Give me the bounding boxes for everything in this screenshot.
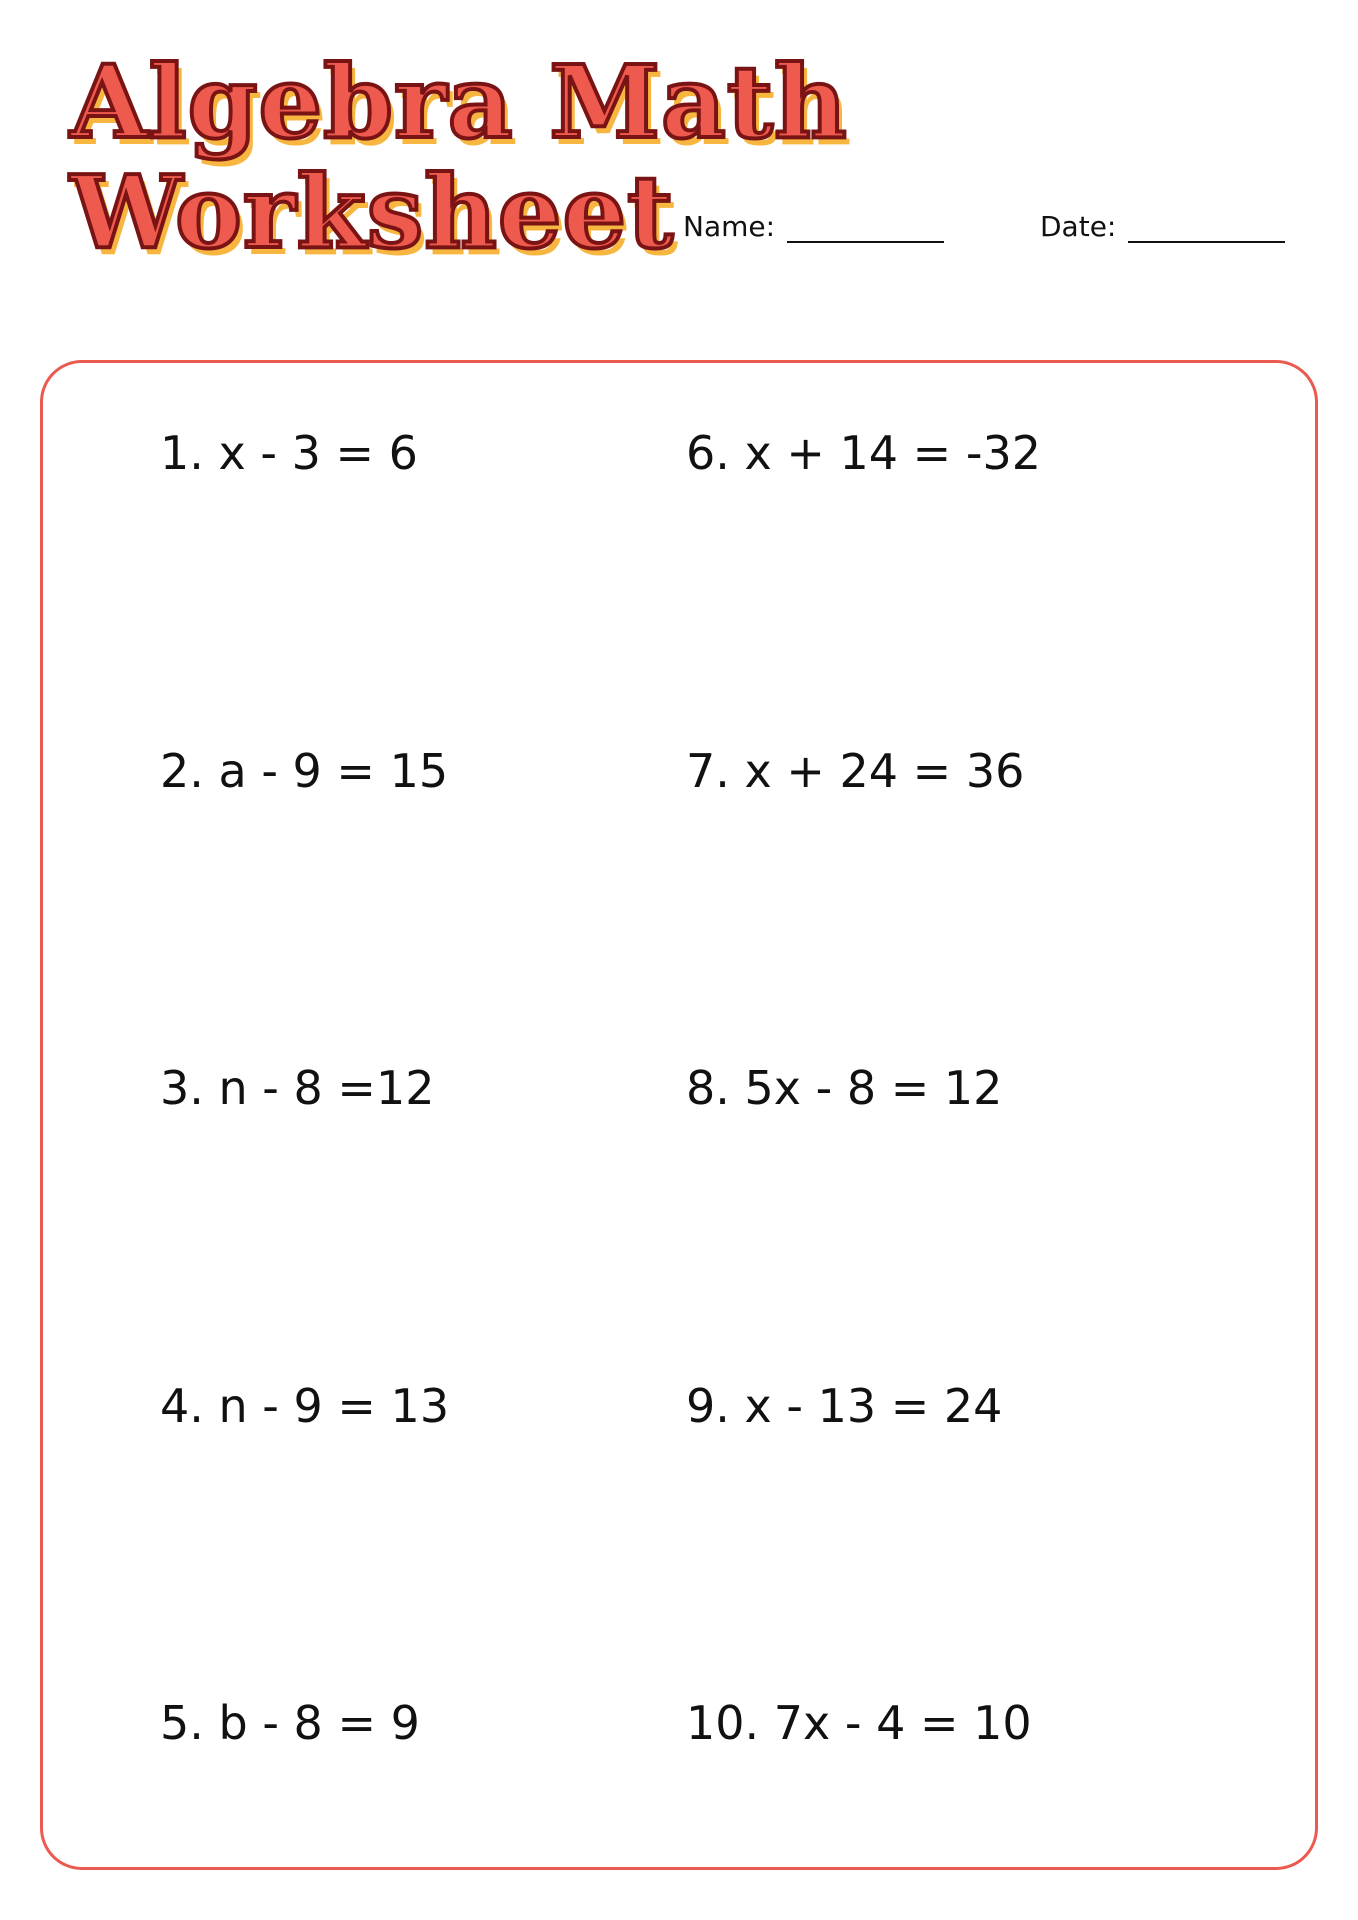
problem-7: 7. x + 24 = 36 (686, 744, 1025, 798)
problems-frame (40, 360, 1318, 1870)
problem-2: 2. a - 9 = 15 (160, 744, 449, 798)
date-blank-line[interactable] (1128, 213, 1285, 243)
problem-8: 8. 5x - 8 = 12 (686, 1061, 1003, 1115)
problem-1: 1. x - 3 = 6 (160, 426, 418, 480)
worksheet-title-line-2: Worksheet (70, 153, 675, 271)
problem-10: 10. 7x - 4 = 10 (686, 1696, 1032, 1750)
worksheet-title-line-1: Algebra Math (70, 43, 848, 161)
name-label: Name: (683, 210, 776, 243)
date-field[interactable] (1040, 210, 1285, 243)
problem-4: 4. n - 9 = 13 (160, 1379, 450, 1433)
problem-5: 5. b - 8 = 9 (160, 1696, 420, 1750)
problem-6: 6. x + 14 = -32 (686, 426, 1041, 480)
problem-3: 3. n - 8 =12 (160, 1061, 435, 1115)
name-blank-line[interactable] (787, 213, 944, 243)
problem-9: 9. x - 13 = 24 (686, 1379, 1003, 1433)
name-field[interactable] (683, 210, 944, 243)
date-label: Date: (1040, 210, 1117, 243)
